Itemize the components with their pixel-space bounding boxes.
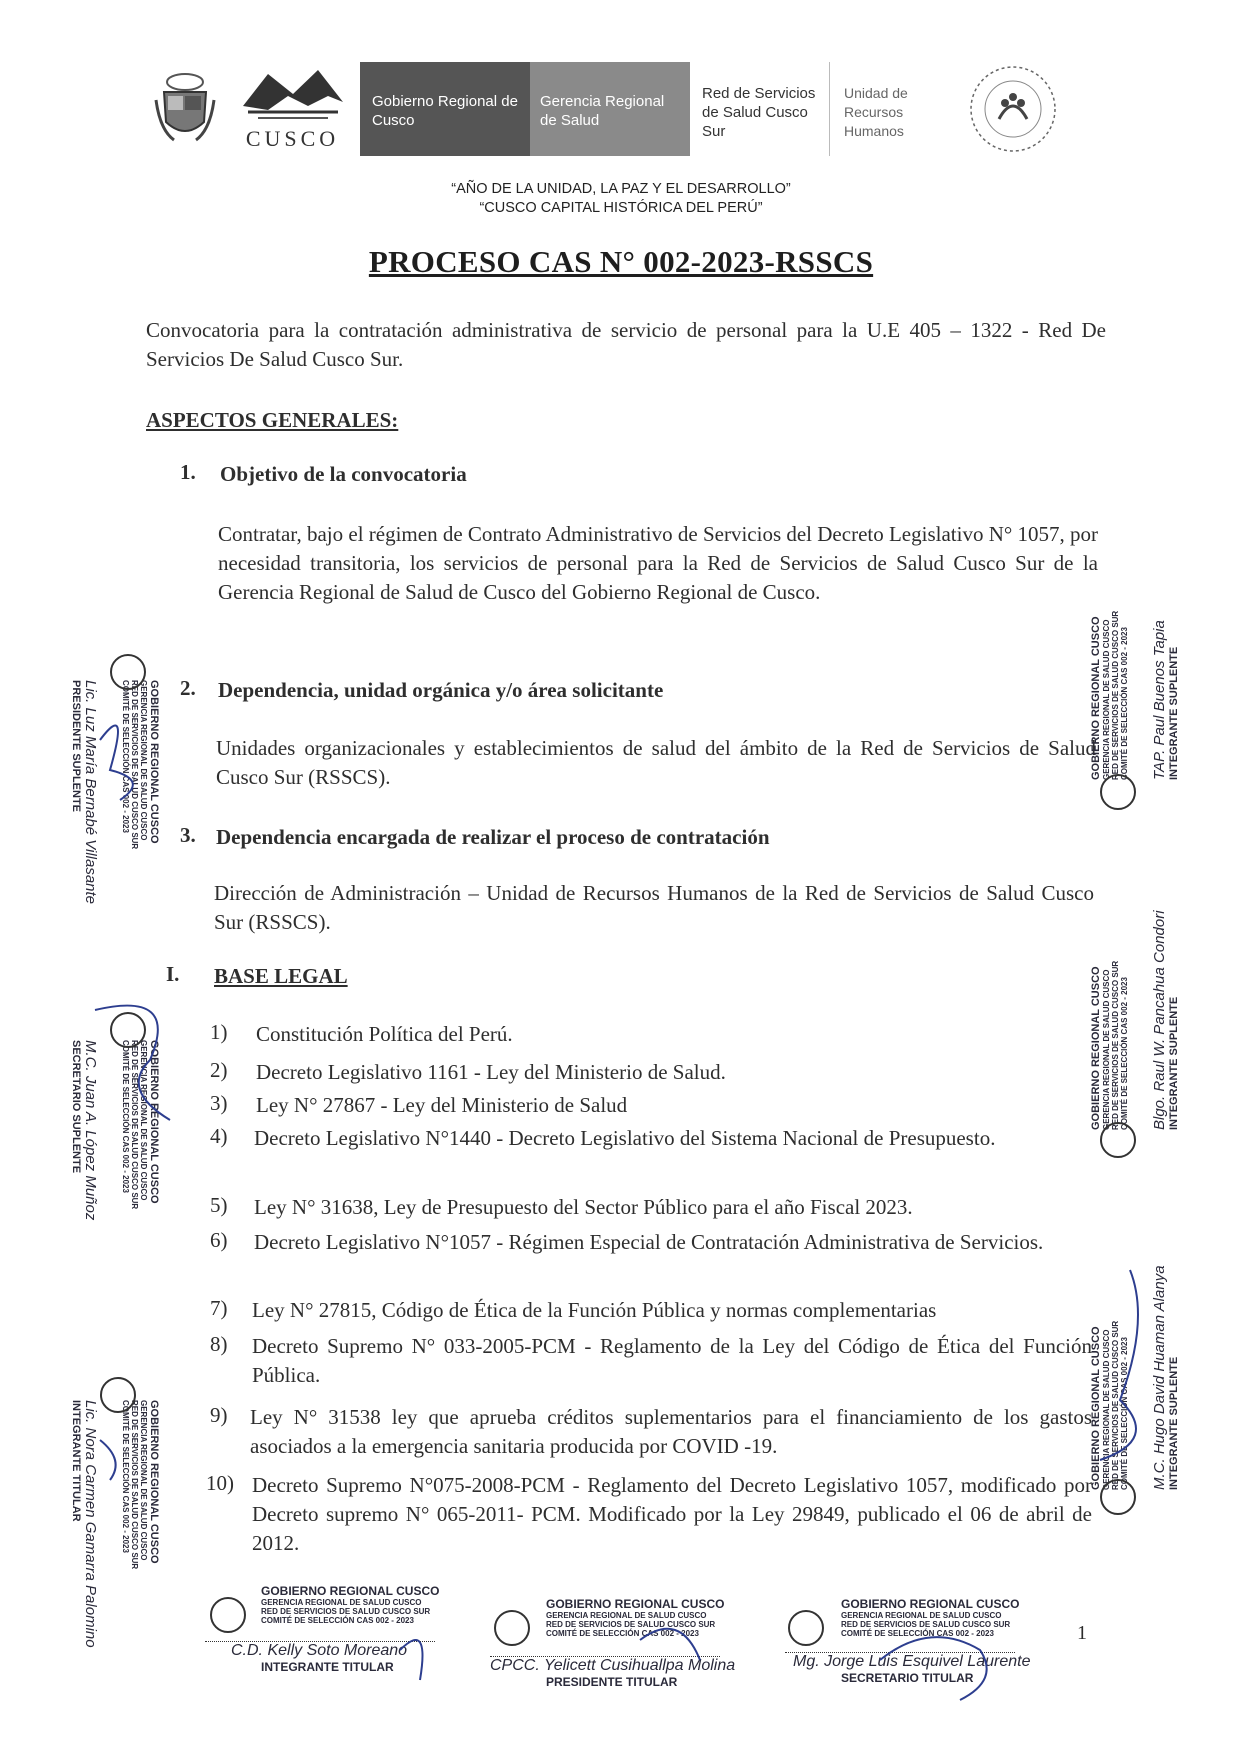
section-text: Contratar, bajo el régimen de Contrato Administrativo de Servicios del Decreto Legislativo N° 1057, por necesidad transitoria, los servicios de personal para la Red de Servicios de Salud Cusco Sur de la Gerencia Regional de Salud de Cusco del Gobierno Regional de Cusco. <box>218 522 1099 604</box>
list-item-number: 3) <box>210 1091 228 1115</box>
committee-stamp-left-3: GOBIERNO REGIONAL CUSCO GERENCIA REGIONAL DE SALUD CUSCO RED DE SERVICIOS DE SALUD CUSCO SUR COMITÉ DE SELECCIÓN CAS 002 - 2023 Lic. Nora Carmen Gamarra Palomino INTEGRANTE TITULAR <box>70 1400 160 1648</box>
aspects-heading: ASPECTOS GENERALES: <box>146 408 399 432</box>
signatory-role: INTEGRANTE SUPLENTE <box>1168 1356 1180 1490</box>
section-number: 3. <box>180 823 196 847</box>
committee-stamp-bottom-1: GOBIERNO REGIONAL CUSCO GERENCIA REGIONAL DE SALUD CUSCO RED DE SERVICIOS DE SALUD CUSCO SUR COMITÉ DE SELECCIÓN CAS 002 - 2023 C.D. Kelly Soto Moreano INTEGRANTE TITULAR <box>205 1585 465 1674</box>
committee-stamp-bottom-2: GOBIERNO REGIONAL CUSCO GERENCIA REGIONAL DE SALUD CUSCO RED DE SERVICIOS DE SALUD CUSCO SUR COMITÉ DE SELECCIÓN CAS 002 - 2023 CPCC. Yelicett Cusihuallpa Molina PRESIDENTE TITULAR <box>490 1598 760 1689</box>
list-item-number: 1) <box>210 1020 228 1044</box>
list-item: Decreto Supremo N° 033-2005-PCM - Reglamento de la Ley del Código de Ética del Función Pública. <box>252 1334 1092 1387</box>
list-item-number: 2) <box>210 1058 228 1082</box>
list-item-number: 9) <box>210 1403 228 1427</box>
section-number: 1. <box>180 460 196 484</box>
intro-paragraph: Convocatoria para la contratación administrativa de servicio de personal para la U.E 405 – 1322 - Red De Servicios De Salud Cusco Sur. <box>146 318 1106 371</box>
signatory-name: TAP. Paul Buenos Tapia <box>1151 620 1168 780</box>
motto-line-2: “CUSCO CAPITAL HISTÓRICA DEL PERÚ” <box>479 200 763 216</box>
signatory-name: Blgo. Raul W. Pancahua Condori <box>1151 910 1168 1130</box>
committee-stamp-bottom-3: GOBIERNO REGIONAL CUSCO GERENCIA REGIONAL DE SALUD CUSCO RED DE SERVICIOS DE SALUD CUSCO SUR COMITÉ DE SELECCIÓN CAS 002 - 2023 Mg. Jorge Luis Esquivel Laurente SECRETARIO TITULAR <box>785 1598 1075 1685</box>
gerencia-salud-seal-icon <box>940 62 1085 156</box>
section-number: 2. <box>180 676 196 700</box>
cusco-logo <box>225 62 360 156</box>
section-text: Unidades organizacionales y establecimientos de salud del ámbito de la Red de Servicios de Salud Cusco Sur (RSSCS). <box>216 736 1096 789</box>
list-item: Decreto Legislativo N°1057 - Régimen Especial de Contratación Administrativa de Servicios. <box>254 1230 1044 1254</box>
committee-stamp-left-1: GOBIERNO REGIONAL CUSCO GERENCIA REGIONAL DE SALUD CUSCO RED DE SERVICIOS DE SALUD CUSCO SUR COMITÉ DE SELECCIÓN CAS 002 - 2023 Lic. Luz María Bernabé Villasante PRESIDENTE SUPLENTE <box>70 680 160 905</box>
list-item: Decreto Legislativo 1161 - Ley del Ministerio de Salud. <box>256 1060 726 1084</box>
legal-heading: BASE LEGAL <box>214 964 348 988</box>
signatory-role: SECRETARIO SUPLENTE <box>70 1040 82 1174</box>
list-item-number: 5) <box>210 1193 228 1217</box>
signatory-name: Lic. Nora Carmen Gamarra Palomino <box>82 1400 99 1648</box>
motto-line-1: “AÑO DE LA UNIDAD, LA PAZ Y EL DESARROLLO” <box>451 181 791 197</box>
list-item-number: 8) <box>210 1332 228 1356</box>
list-item: Decreto Supremo N°075-2008-PCM - Reglamento del Decreto Legislativo 1057, modificado por Decreto supremo N° 065-2011- PCM. Modificado por la Ley 29849, publicado el 06 de abril de 2012. <box>252 1473 1092 1555</box>
list-item: Ley N° 27867 - Ley del Ministerio de Salud <box>256 1093 628 1117</box>
legal-section-number: I. <box>166 962 180 986</box>
list-item-number: 10) <box>206 1471 234 1495</box>
red-servicios-label: Red de Servicios de Salud Cusco Sur <box>690 62 830 156</box>
section-heading: Dependencia, unidad orgánica y/o área solicitante <box>218 678 664 702</box>
signatory-role: INTEGRANTE SUPLENTE <box>1168 646 1180 780</box>
committee-stamp-right-3: GOBIERNO REGIONAL CUSCO GERENCIA REGIONAL DE SALUD CUSCO RED DE SERVICIOS DE SALUD CUSCO SUR COMITÉ DE SELECCIÓN CAS 002 - 2023 M.C. Hugo David Huaman Alanya INTEGRANTE SUPLENTE <box>1090 1265 1180 1490</box>
signatory-name: C.D. Kelly Soto Moreano <box>231 1642 408 1659</box>
list-item: Ley N° 31538 ley que aprueba créditos suplementarios para el financiamiento de los gastos asociados a la emergencia sanitaria producida por COVID -19. <box>250 1405 1092 1458</box>
section-text: Dirección de Administración – Unidad de Recursos Humanos de la Red de Servicios de Salud Cusco Sur (RSSCS). <box>214 881 1094 934</box>
signatory-role: SECRETARIO TITULAR <box>841 1671 974 1685</box>
committee-stamp-right-1: GOBIERNO REGIONAL CUSCO GERENCIA REGIONAL DE SALUD CUSCO RED DE SERVICIOS DE SALUD CUSCO SUR COMITÉ DE SELECCIÓN CAS 002 - 2023 TAP. Paul Buenos Tapia INTEGRANTE SUPLENTE <box>1090 560 1200 820</box>
signatory-role: INTEGRANTE TITULAR <box>261 1660 394 1674</box>
letterhead <box>145 62 1085 156</box>
gobierno-regional-label: Gobierno Regional de Cusco <box>360 62 530 156</box>
signatory-name: CPCC. Yelicett Cusihuallpa Molina <box>490 1657 736 1674</box>
list-item: Decreto Legislativo N°1440 - Decreto Legislativo del Sistema Nacional de Presupuesto. <box>254 1126 996 1150</box>
signatory-name: M.C. Juan A. López Muñoz <box>82 1040 99 1221</box>
signatory-role: PRESIDENTE SUPLENTE <box>70 680 82 813</box>
gerencia-regional-label: Gerencia Regional de Salud <box>530 62 690 156</box>
section-heading: Objetivo de la convocatoria <box>220 462 467 486</box>
signatory-name: Mg. Jorge Luis Esquivel Laurente <box>793 1653 1031 1670</box>
committee-stamp-left-2: GOBIERNO REGIONAL CUSCO GERENCIA REGIONAL DE SALUD CUSCO RED DE SERVICIOS DE SALUD CUSCO SUR COMITÉ DE SELECCIÓN CAS 002 - 2023 M.C. Juan A. López Muñoz SECRETARIO SUPLENTE <box>60 1000 160 1260</box>
list-item: Ley N° 27815, Código de Ética de la Función Pública y normas complementarias <box>252 1298 937 1322</box>
unidad-rrhh-label: Unidad de Recursos Humanos <box>844 85 908 139</box>
page-number: 1 <box>1077 1622 1087 1644</box>
list-item-number: 7) <box>210 1296 228 1320</box>
committee-stamp-right-2: GOBIERNO REGIONAL CUSCO GERENCIA REGIONAL DE SALUD CUSCO RED DE SERVICIOS DE SALUD CUSCO SUR COMITÉ DE SELECCIÓN CAS 002 - 2023 Blgo. Raul W. Pancahua Condori INTEGRANTE SUPLENTE <box>1090 910 1180 1130</box>
signatory-role: INTEGRANTE SUPLENTE <box>1168 996 1180 1130</box>
document-title: PROCESO CAS N° 002-2023-RSSCS <box>368 244 874 279</box>
cusco-logo-text: CUSCO <box>245 126 340 151</box>
section-heading: Dependencia encargada de realizar el proceso de contratación <box>216 825 770 849</box>
list-item-number: 6) <box>210 1228 228 1252</box>
list-item-number: 4) <box>210 1124 228 1148</box>
signatory-role: PRESIDENTE TITULAR <box>546 1675 678 1689</box>
signatory-name: Lic. Luz María Bernabé Villasante <box>82 680 99 905</box>
signatory-role: INTEGRANTE TITULAR <box>70 1400 82 1522</box>
signatory-name: M.C. Hugo David Huaman Alanya <box>1151 1265 1168 1490</box>
peru-coat-of-arms-icon <box>145 62 225 156</box>
list-item: Ley N° 31638, Ley de Presupuesto del Sector Público para el año Fiscal 2023. <box>254 1195 913 1219</box>
list-item: Constitución Política del Perú. <box>256 1022 513 1046</box>
